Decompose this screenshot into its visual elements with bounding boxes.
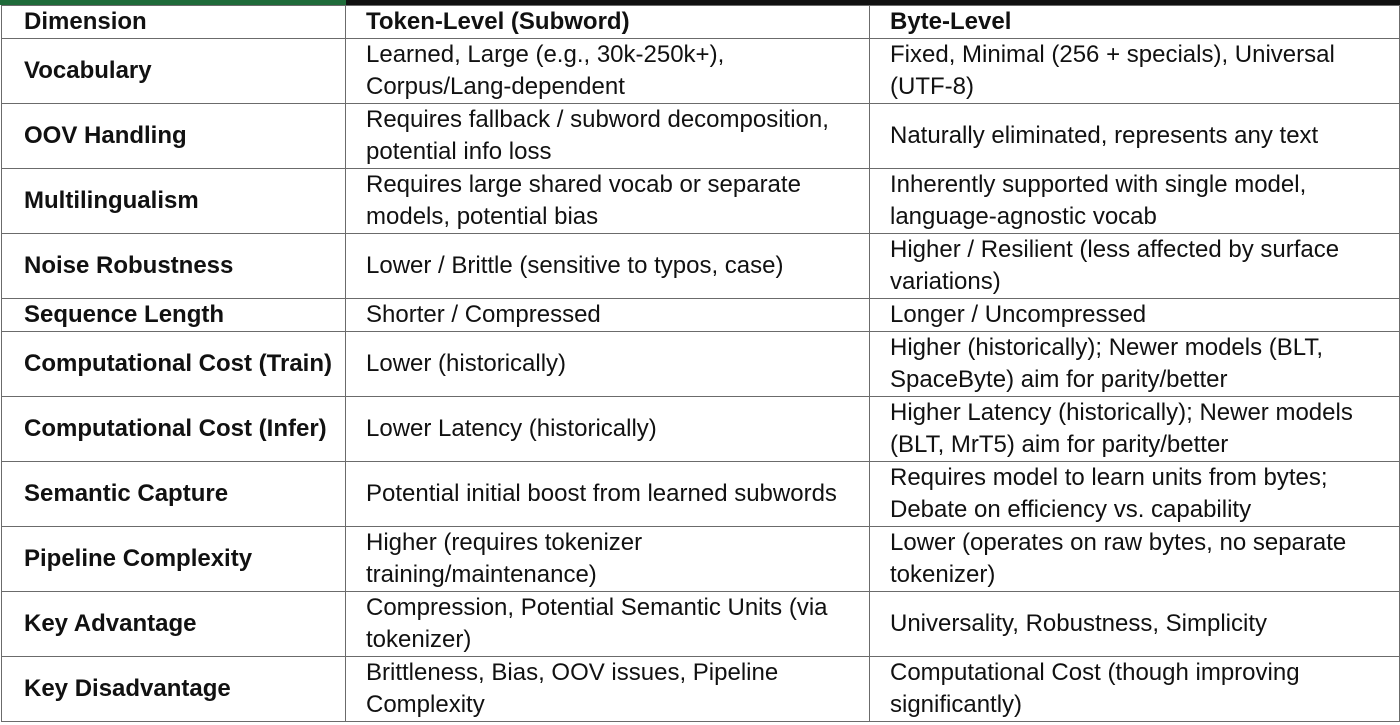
token-level-cell: Requires fallback / subword decomposition, potential info loss bbox=[346, 104, 870, 169]
dimension-cell: Pipeline Complexity bbox=[2, 527, 346, 592]
byte-level-cell: Inherently supported with single model, language-agnostic vocab bbox=[870, 169, 1400, 234]
dimension-cell: Vocabulary bbox=[2, 39, 346, 104]
table-row bbox=[2, 332, 1400, 397]
header-token-level: Token-Level (Subword) bbox=[346, 6, 870, 39]
byte-level-cell: Higher Latency (historically); Newer models (BLT, MrT5) aim for parity/better bbox=[870, 397, 1400, 462]
byte-level-cell: Universality, Robustness, Simplicity bbox=[870, 592, 1400, 657]
byte-level-cell: Longer / Uncompressed bbox=[870, 299, 1400, 332]
table-row bbox=[2, 234, 1400, 299]
dimension-cell: Multilingualism bbox=[2, 169, 346, 234]
byte-level-cell: Higher / Resilient (less affected by surface variations) bbox=[870, 234, 1400, 299]
token-level-cell: Lower / Brittle (sensitive to typos, case) bbox=[346, 234, 870, 299]
table-row bbox=[2, 299, 1400, 332]
dimension-cell: Computational Cost (Infer) bbox=[2, 397, 346, 462]
dimension-cell: Sequence Length bbox=[2, 299, 346, 332]
table-row bbox=[2, 39, 1400, 104]
token-level-cell: Lower (historically) bbox=[346, 332, 870, 397]
token-level-cell: Compression, Potential Semantic Units (via tokenizer) bbox=[346, 592, 870, 657]
header-dimension: Dimension bbox=[2, 6, 346, 39]
table-row bbox=[2, 527, 1400, 592]
table-header-row bbox=[2, 6, 1400, 39]
token-level-cell: Lower Latency (historically) bbox=[346, 397, 870, 462]
token-level-cell: Shorter / Compressed bbox=[346, 299, 870, 332]
dimension-cell: Computational Cost (Train) bbox=[2, 332, 346, 397]
token-level-cell: Higher (requires tokenizer training/maintenance) bbox=[346, 527, 870, 592]
dimension-cell: Noise Robustness bbox=[2, 234, 346, 299]
token-level-cell: Learned, Large (e.g., 30k-250k+), Corpus/Lang-dependent bbox=[346, 39, 870, 104]
byte-level-cell: Fixed, Minimal (256 + specials), Universal (UTF-8) bbox=[870, 39, 1400, 104]
token-level-cell: Potential initial boost from learned subwords bbox=[346, 462, 870, 527]
byte-level-cell: Lower (operates on raw bytes, no separate tokenizer) bbox=[870, 527, 1400, 592]
token-level-cell: Requires large shared vocab or separate models, potential bias bbox=[346, 169, 870, 234]
byte-level-cell: Naturally eliminated, represents any text bbox=[870, 104, 1400, 169]
dimension-cell: Key Disadvantage bbox=[2, 657, 346, 722]
header-byte-level: Byte-Level bbox=[870, 6, 1400, 39]
table-row bbox=[2, 592, 1400, 657]
dimension-cell: Key Advantage bbox=[2, 592, 346, 657]
dimension-cell: Semantic Capture bbox=[2, 462, 346, 527]
comparison-table bbox=[1, 5, 1400, 722]
byte-level-cell: Higher (historically); Newer models (BLT, SpaceByte) aim for parity/better bbox=[870, 332, 1400, 397]
table-row bbox=[2, 104, 1400, 169]
table-row bbox=[2, 397, 1400, 462]
token-level-cell: Brittleness, Bias, OOV issues, Pipeline Complexity bbox=[346, 657, 870, 722]
table-row bbox=[2, 462, 1400, 527]
byte-level-cell: Requires model to learn units from bytes; Debate on efficiency vs. capability bbox=[870, 462, 1400, 527]
table-row bbox=[2, 169, 1400, 234]
table-row bbox=[2, 657, 1400, 722]
dimension-cell: OOV Handling bbox=[2, 104, 346, 169]
byte-level-cell: Computational Cost (though improving significantly) bbox=[870, 657, 1400, 722]
